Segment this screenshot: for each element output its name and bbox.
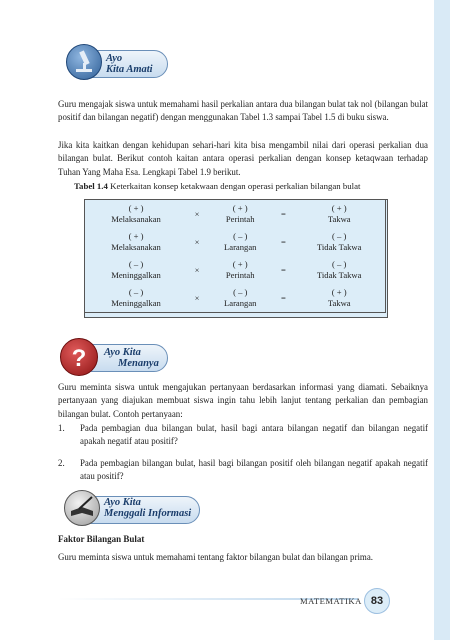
cell-text: ( – ) (233, 231, 248, 241)
equals-cell (273, 228, 293, 256)
list-item (58, 457, 428, 484)
cell-text: ( – ) (128, 287, 144, 297)
cell-text: = (280, 236, 286, 247)
cell-text: Meninggalkan (111, 298, 161, 308)
cell-text: × (194, 292, 200, 303)
badge-label: Ayo Kita Menanya (104, 347, 159, 369)
cell-text: ( + ) (331, 203, 347, 213)
cell-text: Tidak Takwa (316, 270, 362, 280)
table-row (85, 256, 386, 284)
cell-text: Melaksanakan (111, 214, 161, 224)
result-cell (293, 284, 385, 313)
cell-text: × (194, 208, 200, 219)
list-item (58, 422, 428, 449)
cell-text: ( – ) (332, 231, 347, 241)
cell-text: Larangan (224, 298, 257, 308)
term-cell (85, 200, 188, 229)
cell-text: Takwa (327, 214, 351, 224)
ayo-kita-menanya-badge (60, 338, 170, 374)
cell-text: ( + ) (331, 287, 347, 297)
cell-text: × (194, 264, 200, 275)
operator-cell (187, 200, 207, 229)
cell-text: = (280, 264, 286, 275)
cell-text: Perintah (225, 214, 255, 224)
term-cell (85, 256, 188, 284)
page-number: 83 (364, 588, 390, 614)
term-cell (85, 228, 188, 256)
result-cell (293, 200, 385, 229)
table-row (85, 228, 386, 256)
question-list (58, 422, 428, 492)
term-cell (207, 200, 273, 229)
cell-text: = (280, 208, 286, 219)
cell-text: ( – ) (233, 287, 248, 297)
result-cell (293, 256, 385, 284)
badge-label: Ayo Kita Menggali Informasi (104, 497, 192, 519)
cell-text: ( – ) (128, 259, 144, 269)
operator-cell (187, 228, 207, 256)
term-cell (207, 228, 273, 256)
cell-text: Larangan (224, 242, 257, 252)
svg-text:?: ? (71, 345, 87, 372)
table-row (85, 284, 386, 313)
equals-cell (273, 200, 293, 229)
cell-text: Melaksanakan (111, 242, 161, 252)
table-row (85, 200, 386, 229)
question-text: Pada pembagian dua bilangan bulat, hasil bagi antara bilangan negatif dan bilangan negatif apakah negatif atau positif? (80, 423, 428, 447)
cell-text: Takwa (327, 298, 351, 308)
paragraph-faktor: Guru meminta siswa untuk memahami tentang faktor bilangan bulat dan bilangan prima. (58, 552, 373, 562)
term-cell (207, 284, 273, 313)
cell-text: ( + ) (232, 203, 248, 213)
question-mark-icon (60, 338, 98, 376)
badge-label: Ayo Kita Amati (106, 53, 153, 75)
cell-text: = (280, 292, 286, 303)
ketakwaan-table (84, 199, 386, 313)
term-cell (85, 284, 188, 313)
page-edge-bar (434, 0, 450, 640)
question-text: Pada pembagian bilangan bulat, hasil bagi bilangan positif oleh bilangan negatif apakah negatif atau positif? (80, 457, 428, 482)
cell-text: Tidak Takwa (316, 242, 362, 252)
cell-text: Meninggalkan (111, 270, 161, 280)
table-caption: Tabel 1.4 Keterkaitan konsep ketakwaan dengan operasi perkalian bilangan bulat (74, 181, 361, 191)
cell-text: ( + ) (232, 259, 248, 269)
ayo-kita-menggali-informasi-badge (64, 490, 204, 526)
cell-text: ( + ) (128, 231, 144, 241)
section-subheading: Faktor Bilangan Bulat (58, 534, 145, 544)
equals-cell (273, 284, 293, 313)
cell-text: × (194, 236, 200, 247)
paragraph-intro: Guru mengajak siswa untuk memahami hasil perkalian antara dua bilangan bulat tak nol (bilangan bulat positif dan bilangan negatif) dengan menggunakan Tabel 1.3 sampai Tabel 1.5 di buku siswa. (58, 99, 428, 123)
microscope-icon (66, 44, 102, 80)
operator-cell (187, 284, 207, 313)
paragraph-context: Jika kita kaitkan dengan kehidupan sehari-hari kita bisa mengambil nilai dari operasi perkalian dua bilangan bulat. Berikut contoh kaitan antara operasi perkalian dengan konsep ketaqwaan terhadap Tuhan Yang Maha Esa. Lengkapi Tabel 1.9 berikut. (58, 140, 428, 177)
list-number: 2. (58, 457, 65, 468)
book-pen-icon (64, 490, 100, 526)
cell-text: ( + ) (128, 203, 144, 213)
equals-cell (273, 256, 293, 284)
ayo-kita-amati-badge (66, 44, 166, 80)
footer-title: MATEMATIKA (300, 596, 362, 606)
cell-text: Perintah (225, 270, 255, 280)
operator-cell (187, 256, 207, 284)
term-cell (207, 256, 273, 284)
paragraph-questions-intro: Guru meminta siswa untuk mengajukan pertanyaan berdasarkan informasi yang diamati. Sebaiknya pertanyaan yang diajukan membuat siswa ingin tahu lebih lanjut tentang perkalian dan pembagian bilangan bulat. Contoh pertanyaan: (58, 382, 428, 419)
result-cell (293, 228, 385, 256)
list-number: 1. (58, 423, 65, 433)
cell-text: ( – ) (332, 259, 347, 269)
